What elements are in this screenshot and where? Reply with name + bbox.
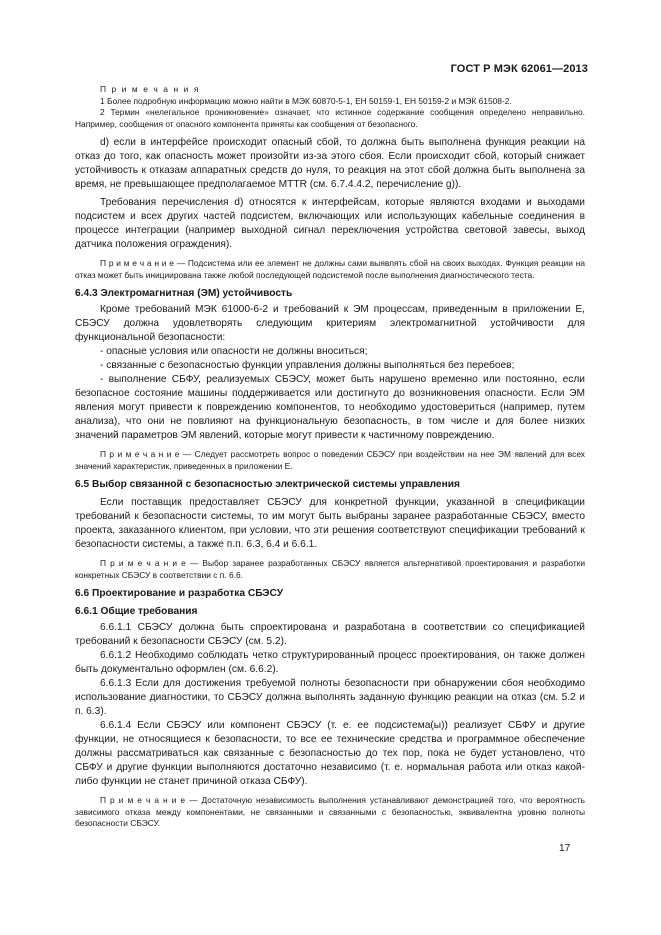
note-em-behaviour: П р и м е ч а н и е — Следует рассмотреть вопрос о поведении СБЭСУ при воздействии на нее ЭМ явлений для всех значений характеристик, приведенных в приложении Е. (75, 449, 585, 471)
page-number: 17 (559, 843, 571, 854)
note-item-1: 1 Более подробную информацию можно найти в МЭК 60870-5-1, ЕН 50159-1, ЕН 50159-2 и МЭК 61508-2. (100, 95, 512, 106)
paragraph-6-5: Если поставщик предоставляет СБЭСУ для конкретной функции, указанной в спецификации требований к безопасности системы, то им могут быть выбраны заранее разработанные СБЭСУ, вместо проекта, заказанного клиентом, при условии, что эти решения соответствуют спецификации требований к безопасности системы, а также п.п. 6.3, 6.4 и 6.6.1. (75, 497, 585, 550)
paragraph-6-6-1-3: 6.6.1.3 Если для достижения требуемой полноты безопасности при обнаружении сбоя необходимо использование диагностики, то СБЭСУ должна выполнять заданную функцию реакции на отказ (см. 5.2 и п. 6.3). (75, 678, 585, 717)
list-item-1: - опасные условия или опасности не должны вноситься; (100, 346, 368, 357)
paragraph-em-immunity: Кроме требований МЭК 61000-6-2 и требований к ЭМ процессам, приведенным в приложении Е, СБЭСУ должна удовлетворять следующим критериям электромагнитной устойчивости для функциональной безопасности: (75, 304, 585, 343)
list-item-3: - выполнение СБФУ, реализуемых СБЭСУ, может быть нарушено временно или постоянно, если безопасное состояние машины поддерживается или достигнуто до возникновения опасности. Если ЭМ явления могут привести к повреждению компонентов, то необходимо удостовериться (например, путем анализа), что они не повлияют на функциональную безопасность, в том числе и для более низких значений параметров ЭМ явлений, которые могут привести к частичному повреждению. (75, 374, 585, 441)
notes-title: П р и м е ч а н и я (100, 84, 200, 94)
heading-6-4-3: 6.4.3 Электромагнитная (ЭМ) устойчивость (75, 288, 293, 299)
paragraph-requirements-d: Требования перечисления d) относятся к интерфейсам, которые являются входами и выходами подсистем и всех других частей подсистем, включающих или использующих кабельные соединения в процессе интеграции (например выходной сигнал переключения устройства световой завесы, выход датчика положения ограждения). (75, 197, 585, 250)
paragraph-6-6-1-2: 6.6.1.2 Необходимо соблюдать четко структурированный процесс проектирования, он также должен быть документально оформлен (см. 6.6.2). (75, 650, 585, 675)
page-header-standard-code: ГОСТ Р МЭК 62061—2013 (450, 63, 588, 75)
paragraph-6-6-1-1: 6.6.1.1 СБЭСУ должна быть спроектирована и разработана в соответствии со спецификацией требований к безопасности СБЭСУ (см. 5.2). (75, 622, 585, 647)
heading-6-6-1: 6.6.1 Общие требования (75, 606, 198, 617)
note-item-2: 2 Термин «нелегальное проникновение» означает, что истинное содержание сообщения определено неправильно. Например, сообщения от опасного компонента приняты как сообщения от безопасного. (75, 107, 585, 129)
paragraph-d: d) если в интерфейсе происходит опасный сбой, то должна быть выполнена функция реакции на отказ до того, как опасность может произойти из-за этого сбоя. Если происходит сбой, который снижает устойчивость к отказам аппаратных средств до нуля, то реакция на этот сбой должна быть выполнена за время, не превышающее предполагаемое MTTR (см. 6.7.4.4.2, перечисление g)). (75, 137, 585, 190)
note-independence: П р и м е ч а н и е — Достаточную независимость выполнения устанавливают демонстрацией того, что вероятность зависимого отказа между компонентами, не связанными и связанными с безопасностью, эквивалентна уровню полноты безопасности СБЭСУ. (75, 795, 585, 828)
note-subsystem: П р и м е ч а н и е — Подсистема или ее элемент не должны сами выявлять сбой на своих выходах. Функция реакции на отказ может быть инициирована также любой последующей подсистемой после выполнения диагностического теста. (75, 258, 585, 280)
paragraph-6-6-1-4: 6.6.1.4 Если СБЭСУ или компонент СБЭСУ (т. е. ее подсистема(ы)) реализует СБФУ и другие функции, не относящиеся к безопасности, то все ее технические средства и программное обеспечение должны рассматриваться как связанные с безопасностью до тех пор, пока не будет установлено, что СБФУ и другие функции выполняются достаточно независимо (т. е. нормальная работа или отказ какой-либо функции не станет причиной отказа СБФУ). (75, 720, 585, 787)
heading-6-5: 6.5 Выбор связанной с безопасностью электрической системы управления (75, 479, 460, 490)
note-selection: П р и м е ч а н и е — Выбор заранее разработанных СБЭСУ является альтернативой проектирования и разработки конкретных СБЭСУ в соответствии с п. 6.6. (75, 558, 585, 580)
page-content (75, 84, 585, 830)
heading-6-6: 6.6 Проектирование и разработка СБЭСУ (75, 588, 284, 599)
list-item-2: - связанные с безопасностью функции управления должны выполняться без перебоев; (100, 360, 515, 371)
